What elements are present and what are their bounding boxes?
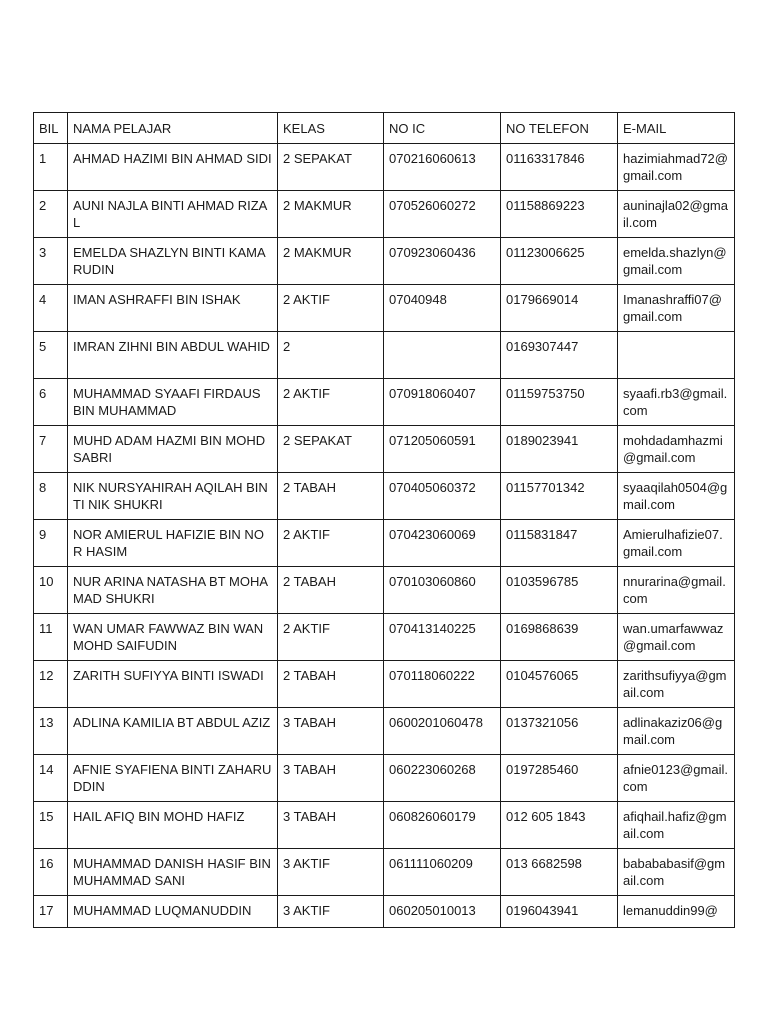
cell-nama: MUHAMMAD DANISH HASIF BIN MUHAMMAD SANI [68,849,278,896]
cell-email: emelda.shazlyn@gmail.com [618,238,735,285]
cell-email: afnie0123@gmail.com [618,755,735,802]
cell-no-telefon: 01157701342 [501,473,618,520]
cell-no-ic [384,332,501,379]
cell-kelas: 2 [278,332,384,379]
cell-no-telefon: 01158869223 [501,191,618,238]
table-row [34,896,735,928]
cell-no-ic: 071205060591 [384,426,501,473]
header-email: E-MAIL [618,113,735,144]
cell-nama: AFNIE SYAFIENA BINTI ZAHARUDDIN [68,755,278,802]
cell-nama: IMAN ASHRAFFI BIN ISHAK [68,285,278,332]
cell-bil: 5 [34,332,68,379]
cell-kelas: 3 TABAH [278,708,384,755]
cell-email: lemanuddin99@ [618,896,735,928]
cell-email: babababasif@gmail.com [618,849,735,896]
cell-no-telefon: 0197285460 [501,755,618,802]
cell-no-ic: 070103060860 [384,567,501,614]
cell-bil: 3 [34,238,68,285]
cell-no-telefon: 01159753750 [501,379,618,426]
cell-no-ic: 07040948 [384,285,501,332]
table-row [34,144,735,191]
cell-no-telefon: 01163317846 [501,144,618,191]
cell-nama: WAN UMAR FAWWAZ BIN WAN MOHD SAIFUDIN [68,614,278,661]
table-row [34,755,735,802]
cell-no-ic: 060205010013 [384,896,501,928]
cell-nama: EMELDA SHAZLYN BINTI KAMARUDIN [68,238,278,285]
cell-no-ic: 070526060272 [384,191,501,238]
cell-email: nnurarina@gmail.com [618,567,735,614]
cell-nama: AUNI NAJLA BINTI AHMAD RIZAL [68,191,278,238]
cell-email: Imanashraffi07@gmail.com [618,285,735,332]
cell-email: zarithsufiyya@gmail.com [618,661,735,708]
cell-no-ic: 0600201060478 [384,708,501,755]
cell-no-ic: 070923060436 [384,238,501,285]
cell-bil: 17 [34,896,68,928]
cell-kelas: 2 SEPAKAT [278,144,384,191]
table-row [34,238,735,285]
cell-bil: 10 [34,567,68,614]
table-row [34,802,735,849]
table-row [34,520,735,567]
header-no-telefon: NO TELEFON [501,113,618,144]
cell-no-telefon: 0169868639 [501,614,618,661]
cell-no-ic: 061111060209 [384,849,501,896]
cell-no-telefon: 0179669014 [501,285,618,332]
cell-nama: MUHD ADAM HAZMI BIN MOHD SABRI [68,426,278,473]
cell-bil: 14 [34,755,68,802]
cell-bil: 15 [34,802,68,849]
cell-nama: ADLINA KAMILIA BT ABDUL AZIZ [68,708,278,755]
table-row [34,567,735,614]
cell-bil: 11 [34,614,68,661]
cell-kelas: 2 AKTIF [278,285,384,332]
table-row [34,332,735,379]
table-row [34,285,735,332]
table-row [34,661,735,708]
cell-nama: IMRAN ZIHNI BIN ABDUL WAHID [68,332,278,379]
cell-kelas: 2 TABAH [278,567,384,614]
cell-bil: 2 [34,191,68,238]
cell-bil: 12 [34,661,68,708]
header-nama-pelajar: NAMA PELAJAR [68,113,278,144]
cell-nama: HAIL AFIQ BIN MOHD HAFIZ [68,802,278,849]
cell-email: wan.umarfawwaz@gmail.com [618,614,735,661]
cell-kelas: 2 MAKMUR [278,238,384,285]
cell-nama: AHMAD HAZIMI BIN AHMAD SIDI [68,144,278,191]
table-row [34,614,735,661]
table-row [34,379,735,426]
cell-kelas: 2 MAKMUR [278,191,384,238]
cell-bil: 4 [34,285,68,332]
cell-no-telefon: 0196043941 [501,896,618,928]
cell-no-ic: 070413140225 [384,614,501,661]
header-bil: BIL [34,113,68,144]
cell-no-telefon: 012 605 1843 [501,802,618,849]
cell-no-telefon: 01123006625 [501,238,618,285]
cell-no-telefon: 0103596785 [501,567,618,614]
table-row [34,426,735,473]
cell-nama: NIK NURSYAHIRAH AQILAH BINTI NIK SHUKRI [68,473,278,520]
cell-email: hazimiahmad72@gmail.com [618,144,735,191]
cell-email: syaaqilah0504@gmail.com [618,473,735,520]
cell-email: afiqhail.hafiz@gmail.com [618,802,735,849]
cell-no-telefon: 013 6682598 [501,849,618,896]
cell-no-telefon: 0104576065 [501,661,618,708]
cell-kelas: 2 AKTIF [278,379,384,426]
cell-kelas: 2 AKTIF [278,520,384,567]
cell-bil: 8 [34,473,68,520]
cell-email [618,332,735,379]
cell-kelas: 2 TABAH [278,661,384,708]
student-list-sheet [33,112,734,928]
cell-bil: 9 [34,520,68,567]
cell-kelas: 3 TABAH [278,755,384,802]
cell-no-ic: 060223060268 [384,755,501,802]
cell-email: Amierulhafizie07.gmail.com [618,520,735,567]
table-row [34,473,735,520]
cell-nama: NUR ARINA NATASHA BT MOHAMAD SHUKRI [68,567,278,614]
cell-no-ic: 070423060069 [384,520,501,567]
cell-kelas: 3 TABAH [278,802,384,849]
cell-email: mohdadamhazmi@gmail.com [618,426,735,473]
cell-no-ic: 070405060372 [384,473,501,520]
cell-bil: 1 [34,144,68,191]
cell-email: syaafi.rb3@gmail.com [618,379,735,426]
cell-kelas: 3 AKTIF [278,896,384,928]
cell-no-ic: 070918060407 [384,379,501,426]
cell-nama: MUHAMMAD LUQMANUDDIN [68,896,278,928]
cell-nama: MUHAMMAD SYAAFI FIRDAUS BIN MUHAMMAD [68,379,278,426]
cell-bil: 6 [34,379,68,426]
table-row [34,849,735,896]
cell-bil: 7 [34,426,68,473]
table-row [34,708,735,755]
cell-kelas: 2 AKTIF [278,614,384,661]
table-row [34,191,735,238]
cell-nama: NOR AMIERUL HAFIZIE BIN NOR HASIM [68,520,278,567]
cell-no-ic: 070118060222 [384,661,501,708]
cell-bil: 13 [34,708,68,755]
cell-no-telefon: 0169307447 [501,332,618,379]
cell-no-ic: 070216060613 [384,144,501,191]
cell-kelas: 2 TABAH [278,473,384,520]
header-kelas: KELAS [278,113,384,144]
cell-nama: ZARITH SUFIYYA BINTI ISWADI [68,661,278,708]
student-table [33,112,735,928]
cell-email: auninajla02@gmail.com [618,191,735,238]
table-header-row [34,113,735,144]
cell-bil: 16 [34,849,68,896]
cell-kelas: 2 SEPAKAT [278,426,384,473]
cell-email: adlinakaziz06@gmail.com [618,708,735,755]
cell-no-telefon: 0189023941 [501,426,618,473]
cell-no-ic: 060826060179 [384,802,501,849]
header-no-ic: NO IC [384,113,501,144]
cell-no-telefon: 0137321056 [501,708,618,755]
cell-no-telefon: 0115831847 [501,520,618,567]
cell-kelas: 3 AKTIF [278,849,384,896]
